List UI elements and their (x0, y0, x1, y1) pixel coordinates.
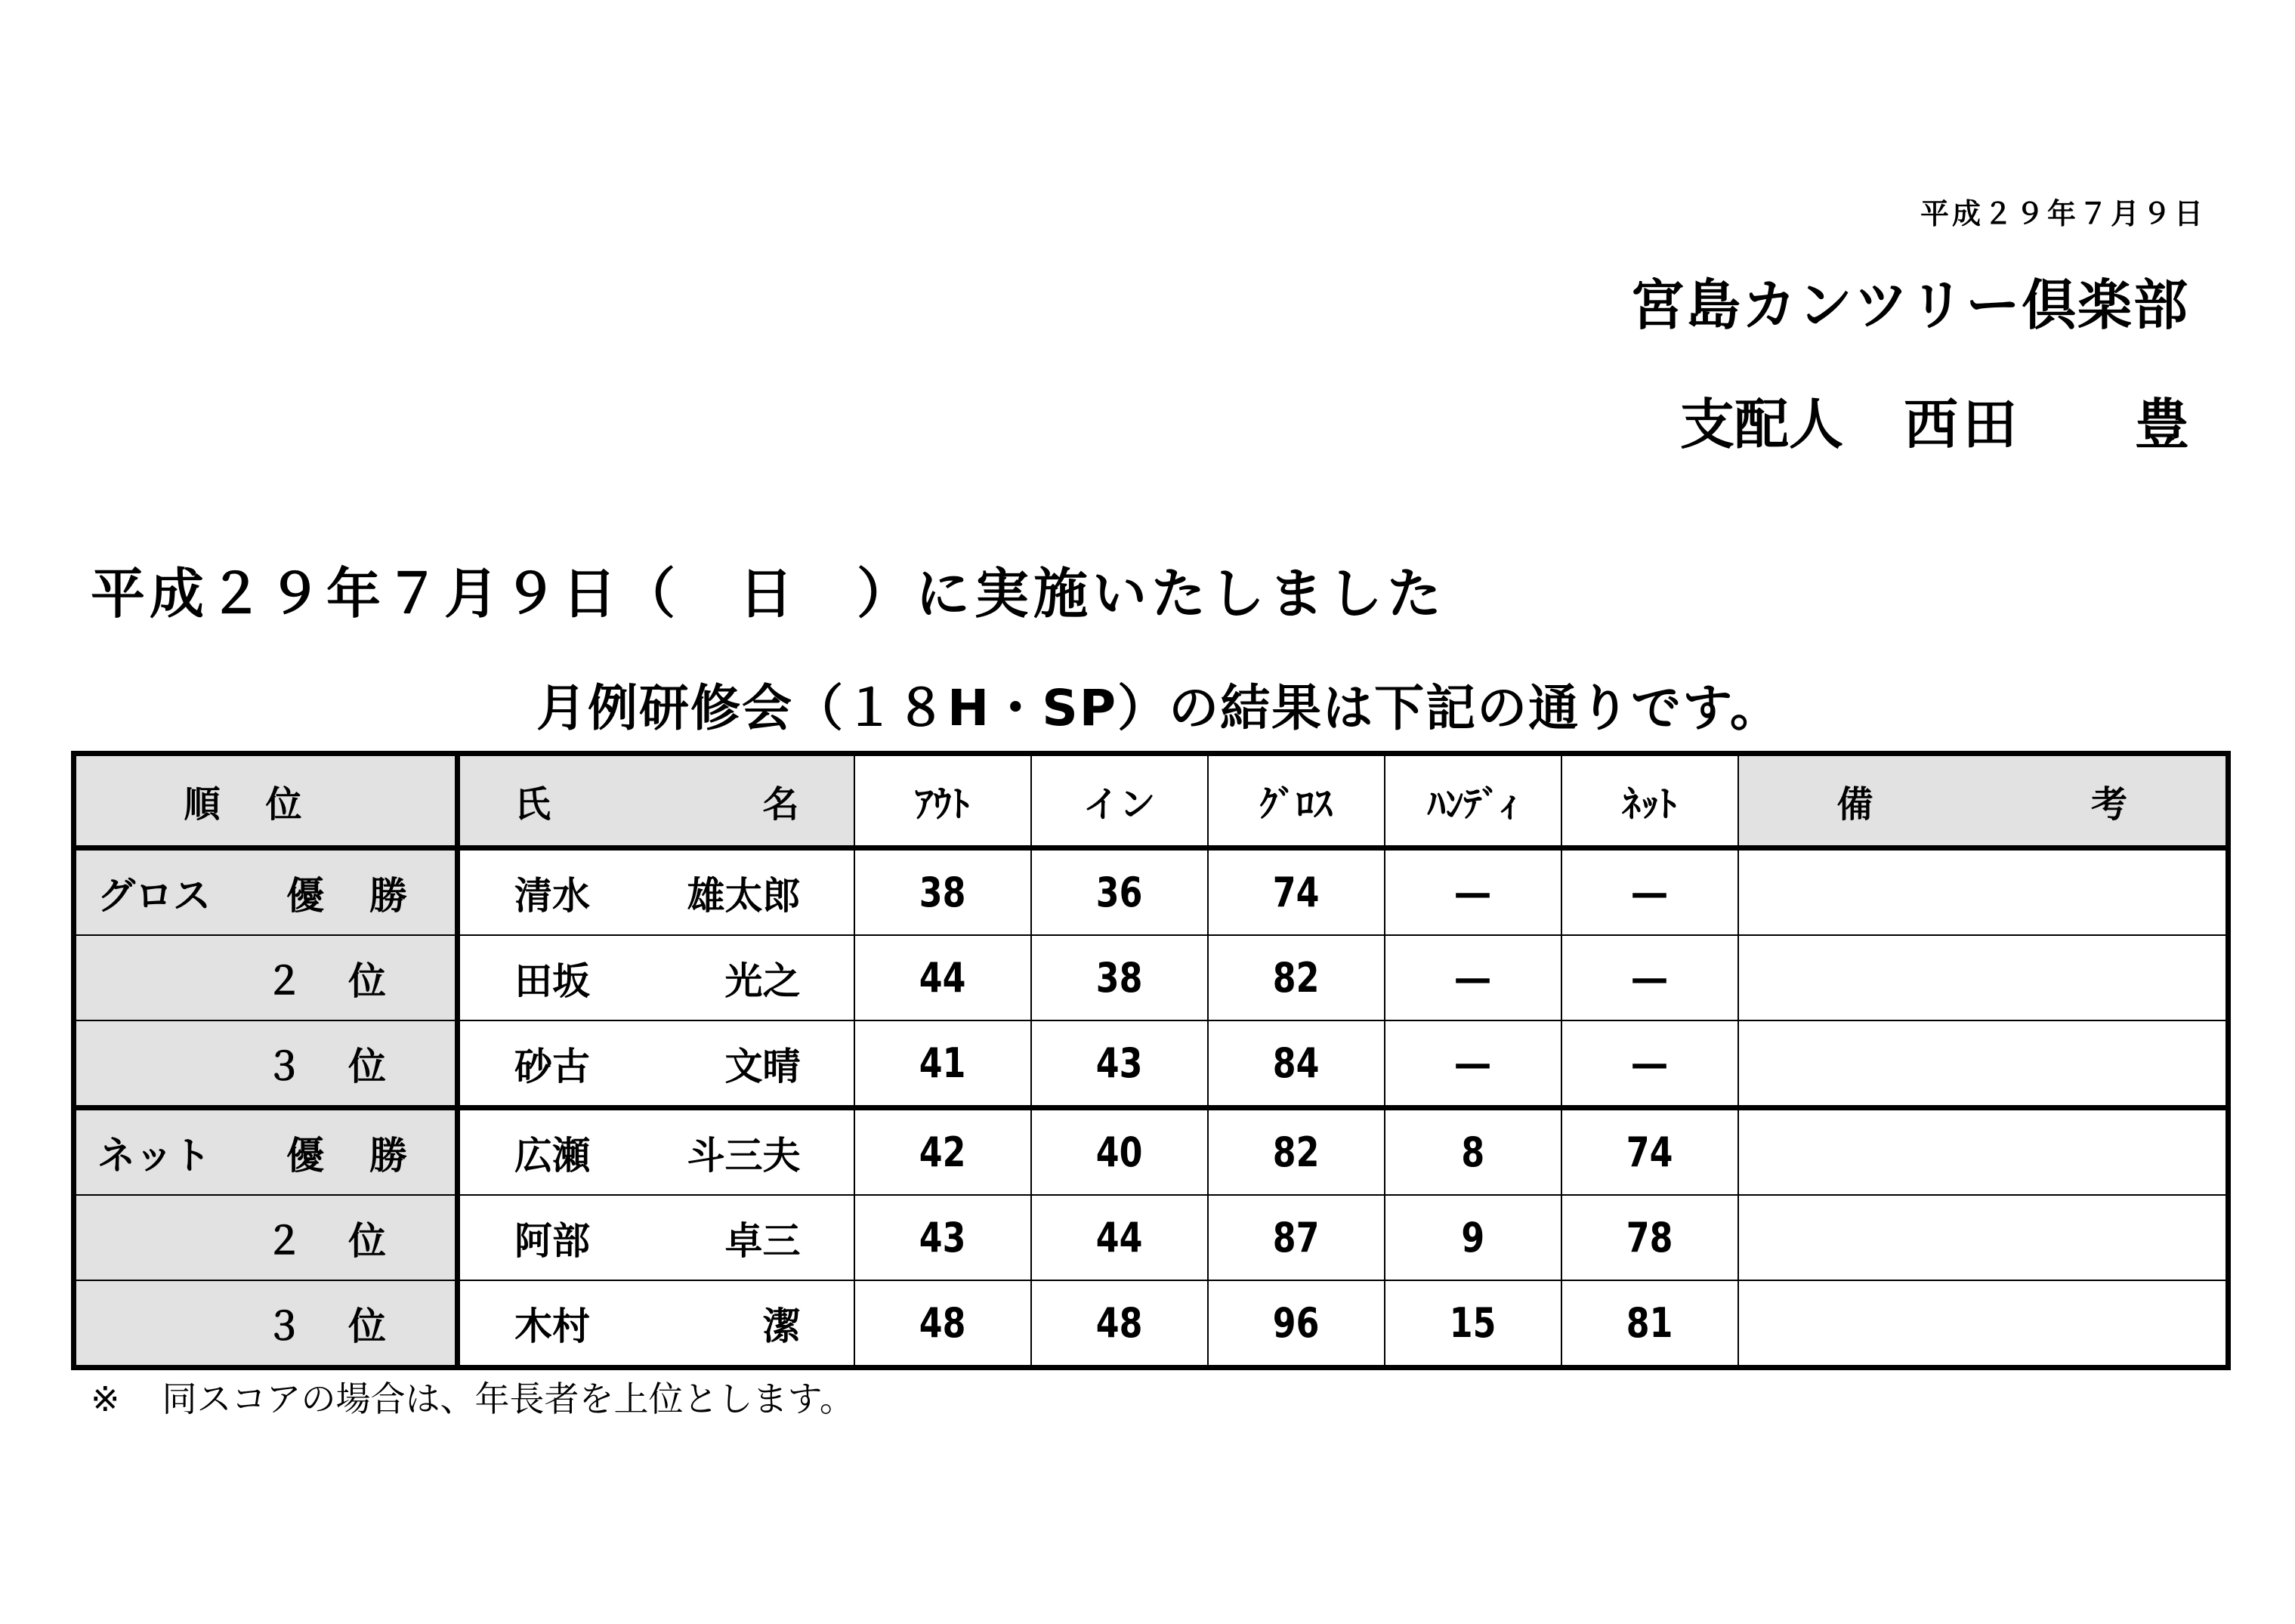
net-score (1561, 1108, 1738, 1196)
rank-label-a: ３ (265, 1304, 303, 1348)
gross-score-value: 84 (1272, 1039, 1320, 1087)
player-given-name: 光之 (724, 959, 801, 1003)
gross-score-value: 74 (1272, 869, 1320, 916)
player-given-name: 雄太郎 (687, 873, 801, 918)
table-row (74, 1195, 2229, 1280)
in-score (1031, 1280, 1208, 1368)
table-row (74, 1280, 2229, 1368)
in-score (1031, 1020, 1208, 1108)
header-remarks-a: 備 (1836, 783, 1873, 826)
rank-label-a: 優 (286, 1133, 324, 1178)
player-given-name: 潔 (762, 1304, 801, 1348)
player-given-name: 卓三 (724, 1218, 801, 1263)
rank-label-a: ２ (265, 1218, 303, 1263)
player-name-cell (458, 1108, 854, 1196)
net-score (1561, 848, 1738, 936)
player-given-name: 斗三夫 (687, 1133, 801, 1178)
header-rank: 順位 (74, 754, 458, 848)
net-score (1561, 1020, 1738, 1108)
out-score-value: 48 (919, 1299, 966, 1347)
rank-label-a: 優 (286, 873, 324, 918)
manager-line (1680, 381, 2189, 459)
header-gross: ｸﾞﾛｽ (1208, 754, 1385, 848)
player-name-cell (458, 935, 854, 1020)
handicap (1385, 1195, 1561, 1280)
gross-score-value: 96 (1272, 1299, 1320, 1347)
manager-role: 支配人 (1679, 393, 1843, 456)
in-score-value: 38 (1095, 954, 1143, 1002)
out-score (854, 1108, 1031, 1196)
net-score-value: 81 (1626, 1299, 1673, 1347)
table-row (74, 1108, 2229, 1196)
gross-score (1208, 1280, 1385, 1368)
remarks (1738, 1108, 2229, 1196)
handicap (1385, 1280, 1561, 1368)
rank-label-b: 位 (348, 1304, 386, 1348)
intro-line-2: 月例研修会（１８H・SP）の結果は下記の通りです。 (536, 679, 1781, 737)
out-score (854, 1020, 1031, 1108)
in-score-value: 40 (1095, 1128, 1143, 1176)
rank-cell (74, 1020, 458, 1108)
in-score-value: 36 (1095, 869, 1143, 916)
net-score-value: — (1630, 956, 1669, 1000)
table-row (74, 1020, 2229, 1108)
tie-rule-note (91, 1372, 854, 1422)
gross-score (1208, 848, 1385, 936)
out-score (854, 1280, 1031, 1368)
handicap (1385, 1020, 1561, 1108)
header-remarks (1738, 754, 2229, 848)
header-name (458, 754, 854, 848)
handicap-value: 8 (1461, 1128, 1484, 1176)
player-family-name: 清水 (514, 873, 590, 918)
player-name-cell (458, 1280, 854, 1368)
rank-cell (74, 1280, 458, 1368)
gross-score (1208, 935, 1385, 1020)
remarks (1738, 848, 2229, 936)
net-score-value: — (1630, 1041, 1669, 1085)
rank-category: ネット (97, 1133, 211, 1178)
out-score-value: 38 (919, 869, 966, 916)
out-score (854, 935, 1031, 1020)
remarks (1738, 1195, 2229, 1280)
net-score (1561, 1280, 1738, 1368)
out-score-value: 43 (919, 1214, 966, 1261)
header-out: ｱｳﾄ (854, 754, 1031, 848)
player-name-cell (458, 1020, 854, 1108)
rank-cell (74, 848, 458, 936)
issue-date: 平成２９年７月９日 (1920, 197, 2206, 230)
out-score (854, 1195, 1031, 1280)
handicap (1385, 848, 1561, 936)
handicap-value: 9 (1461, 1214, 1484, 1261)
gross-score (1208, 1108, 1385, 1196)
player-name-cell (458, 1195, 854, 1280)
intro-line-1: 平成２９年７月９日（ 日 ）に実施いたしました (91, 562, 1447, 625)
remarks (1738, 935, 2229, 1020)
out-score-value: 44 (919, 954, 966, 1002)
gross-score (1208, 1020, 1385, 1108)
header-name-given: 名 (762, 783, 799, 826)
remarks (1738, 1280, 2229, 1368)
handicap (1385, 1108, 1561, 1196)
rank-cell (74, 1195, 458, 1280)
in-score-value: 48 (1095, 1299, 1143, 1347)
note-mark: ※ (91, 1379, 120, 1419)
player-family-name: 木村 (514, 1304, 590, 1348)
gross-score (1208, 1195, 1385, 1280)
results-table (71, 751, 2231, 1370)
rank-label-b: 位 (348, 1218, 386, 1263)
handicap-value: — (1453, 1041, 1492, 1085)
in-score (1031, 1108, 1208, 1196)
player-name-cell (458, 848, 854, 936)
gross-score-value: 87 (1272, 1214, 1320, 1261)
player-family-name: 阿部 (514, 1218, 590, 1263)
in-score (1031, 1195, 1208, 1280)
net-score (1561, 935, 1738, 1020)
table-header-row (74, 754, 2229, 848)
rank-label-b: 位 (348, 1044, 386, 1088)
out-score-value: 42 (919, 1128, 966, 1176)
out-score (854, 848, 1031, 936)
gross-score-value: 82 (1272, 954, 1320, 1002)
rank-cell (74, 935, 458, 1020)
remarks (1738, 1020, 2229, 1108)
in-score-value: 44 (1095, 1214, 1143, 1261)
rank-label-a: ３ (265, 1044, 303, 1088)
manager-family-name: 西田 (1903, 393, 2022, 456)
player-family-name: 広瀬 (514, 1133, 590, 1178)
net-score-value: 74 (1626, 1128, 1673, 1176)
out-score-value: 41 (919, 1039, 966, 1087)
in-score (1031, 848, 1208, 936)
handicap (1385, 935, 1561, 1020)
gross-score-value: 82 (1272, 1128, 1320, 1176)
player-family-name: 砂古 (514, 1044, 590, 1088)
net-score-value: 78 (1626, 1214, 1673, 1261)
manager-given-name: 豊 (2134, 393, 2189, 456)
net-score-value: — (1630, 870, 1669, 915)
rank-label-b: 位 (348, 959, 386, 1003)
player-given-name: 文晴 (724, 1044, 801, 1088)
handicap-value: 15 (1449, 1299, 1497, 1347)
net-score (1561, 1195, 1738, 1280)
handicap-value: — (1453, 870, 1492, 915)
table-row (74, 848, 2229, 936)
header-remarks-b: 考 (2090, 783, 2127, 826)
rank-label-a: ２ (265, 959, 303, 1003)
header-name-family: 氏 (514, 783, 551, 826)
handicap-value: — (1453, 956, 1492, 1000)
club-name: 宮島カンツリー倶楽部 (1629, 273, 2189, 337)
table-row (74, 935, 2229, 1020)
in-score-value: 43 (1095, 1039, 1143, 1087)
rank-category: グロス (97, 873, 211, 918)
rank-label-b: 勝 (369, 1133, 407, 1178)
header-in: イン (1031, 754, 1208, 848)
header-net: ﾈｯﾄ (1561, 754, 1738, 848)
rank-cell (74, 1108, 458, 1196)
player-family-name: 田坂 (514, 959, 590, 1003)
header-handicap: ﾊﾝﾃﾞｨ (1385, 754, 1561, 848)
in-score (1031, 935, 1208, 1020)
note-text: 同スコアの場合は、年長者を上位とします。 (162, 1379, 854, 1419)
rank-label-b: 勝 (369, 873, 407, 918)
